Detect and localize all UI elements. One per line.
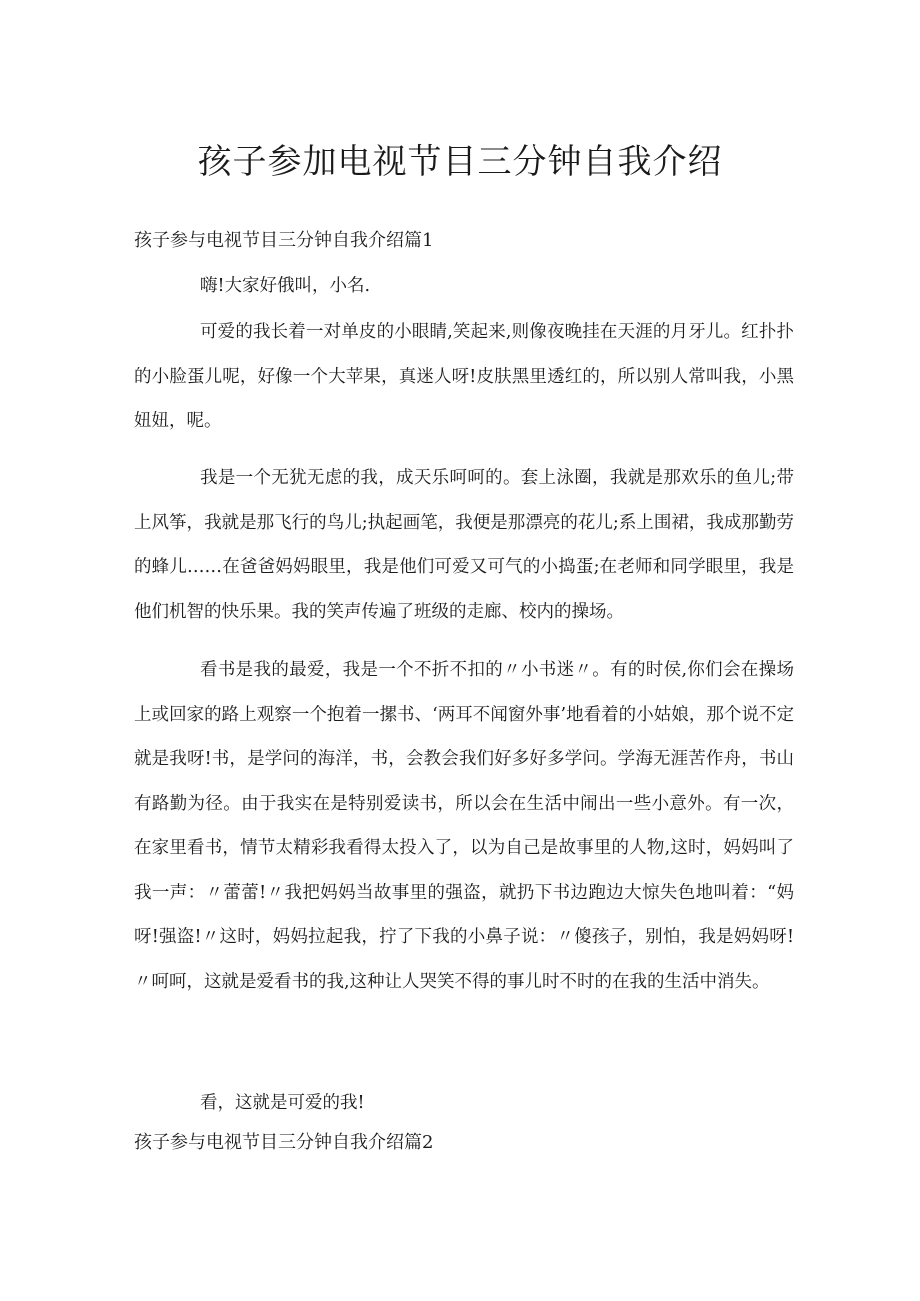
paragraph-personality: 我是一个无犹无虑的我，成天乐呵呵的。套上泳圈，我就是那欢乐的鱼儿;带上风筝，我就是那飞行的鸟儿;执起画笔，我便是那漂亮的花儿;系上围裙，我成那勤劳的蜂儿……在爸爸妈妈眼里，我是他们可爱又可气的小捣蛋;在老师和同学眼里，我是他们机智的快乐果。我的笑声传遍了班级的走廊、校内的操场。 [134,468,794,622]
document-title: 孩子参加电视节目三分钟自我介绍 [197,142,723,182]
paragraph-closing: 看，这就是可爱的我! [200,1093,365,1113]
section-heading-1: 孩子参与电视节目三分钟自我介绍篇1 [134,230,434,251]
paragraph-reading: 看书是我的最爱，我是一个不折不扣的〃小书迷〃。有的时侯,你们会在操场上或回家的路上观察一个抱着一摞书、‘两耳不闻窗外事’地看着的小姑娘，那个说不定就是我呀!书，是学问的海洋，书，会教会我们好多好多学问。学海无涯苦作舟，书山有路勤为径。由于我实在是特别爱读书，所以会在生活中闹出一些小意外。有一次，在家里看书，情节太精彩我看得太投入了，以为自己是故事里的人物,这时，妈妈叫了我一声：〃蕾蕾!〃我把妈妈当故事里的强盗，就扔下书边跑边大惊失色地叫着：“妈呀!强盗!〃这时，妈妈拉起我，拧了下我的小鼻子说：〃傻孩子，别怕，我是妈妈呀!〃呵呵，这就是爱看书的我,这种让人哭笑不得的事儿时不时的在我的生活中消失。 [134,660,794,992]
section-heading-2: 孩子参与电视节目三分钟自我介绍篇2 [134,1132,434,1153]
paragraph-greeting: 嗨!大家好俄叫，小名. [200,276,371,296]
paragraph-appearance: 可爱的我长着一对单皮的小眼睛,笑起来,则像夜晚挂在天涯的月牙儿。红扑扑的小脸蛋儿呢，好像一个大苹果，真迷人呀!皮肤黑里透红的，所以别人常叫我，小黑妞妞，呢。 [134,322,794,431]
